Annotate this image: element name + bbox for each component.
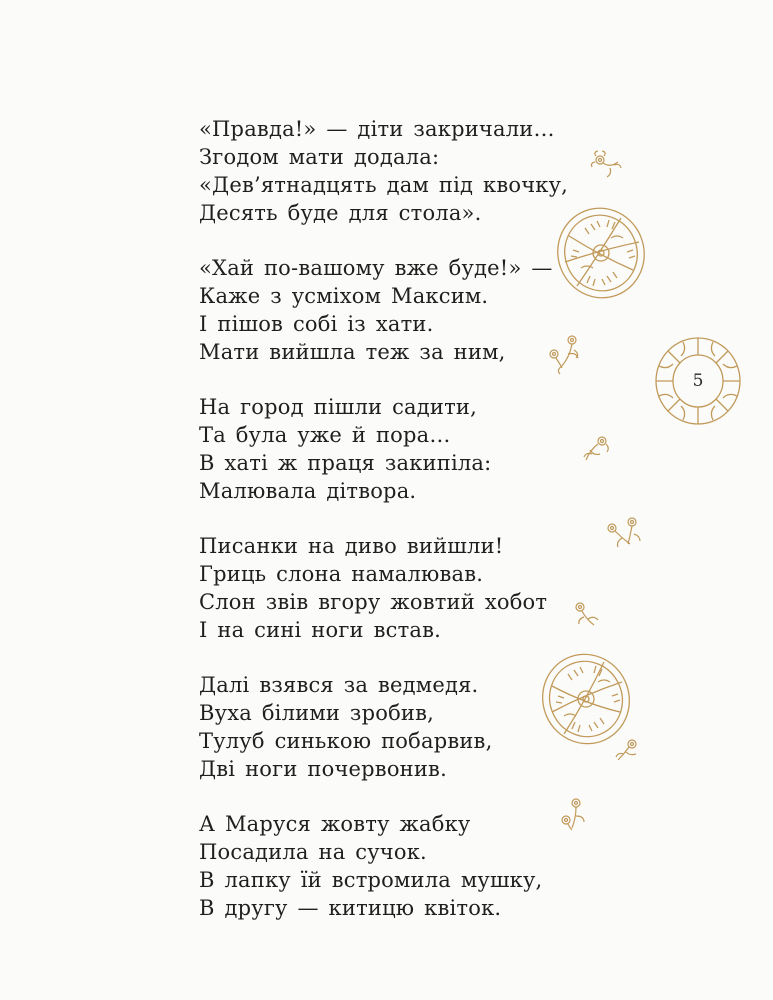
flower-sprig-icon [544,330,588,376]
poem-line: В лапку їй встромила мушку, [199,868,543,892]
poem-line: І на сині ноги встав. [199,618,442,642]
poem-line: Малювала дітвора. [199,479,417,503]
stanza [199,810,568,922]
poem-line: Дві ноги почервонив. [199,757,447,781]
flower-sprig-icon [612,736,644,766]
poem-line: «Правда!» — діти закричали… [199,117,555,141]
poem-line: І пішов собі із хати. [199,312,434,336]
poem-line: В другу — китицю квіток. [199,896,502,920]
flower-sprig-icon [570,597,604,631]
poem-line: Гриць слона намалював. [199,562,484,586]
poem-line: «Хай по-вашому вже буде!» — [199,256,553,280]
flower-sprig-icon [580,432,616,466]
page-number-badge [653,336,743,426]
stanza [199,115,568,227]
stanza [199,532,568,644]
poem-line: Каже з усміхом Максим. [199,284,489,308]
poem-line: Мати вийшла теж за ним, [199,340,506,364]
poem-line: Писанки на диво вийшли! [199,534,504,558]
poem-line: В хаті ж праця закипіла: [199,451,492,475]
pysanka-egg-icon [555,206,647,300]
stanza [199,671,568,783]
poem-line: Вуха білими зробив, [199,701,435,725]
page-number: 5 [692,371,704,391]
poem-line: На город пішли садити, [199,395,477,419]
poem-line: Згодом мати додала: [199,145,440,169]
flower-sprig-icon [588,148,624,180]
poem-line: Та була уже й пора… [199,423,451,447]
poem-line: «Дев’ятнадцять дам під квочку, [199,173,569,197]
stanza [199,393,568,505]
pysanka-egg-icon [540,652,632,746]
poem-line: А Маруся жовту жабку [199,812,471,836]
poem-line: Посадила на сучок. [199,840,427,864]
poem-line: Слон звів вгору жовтий хобот [199,590,548,614]
flower-sprig-icon [556,794,590,836]
poem-line: Десять буде для стола». [199,201,482,225]
poem [199,115,568,949]
flower-sprig-icon [602,514,644,550]
poem-line: Далі взявся за ведмедя. [199,673,479,697]
stanza [199,254,568,366]
poem-line: Тулуб синькою побарвив, [199,729,493,753]
